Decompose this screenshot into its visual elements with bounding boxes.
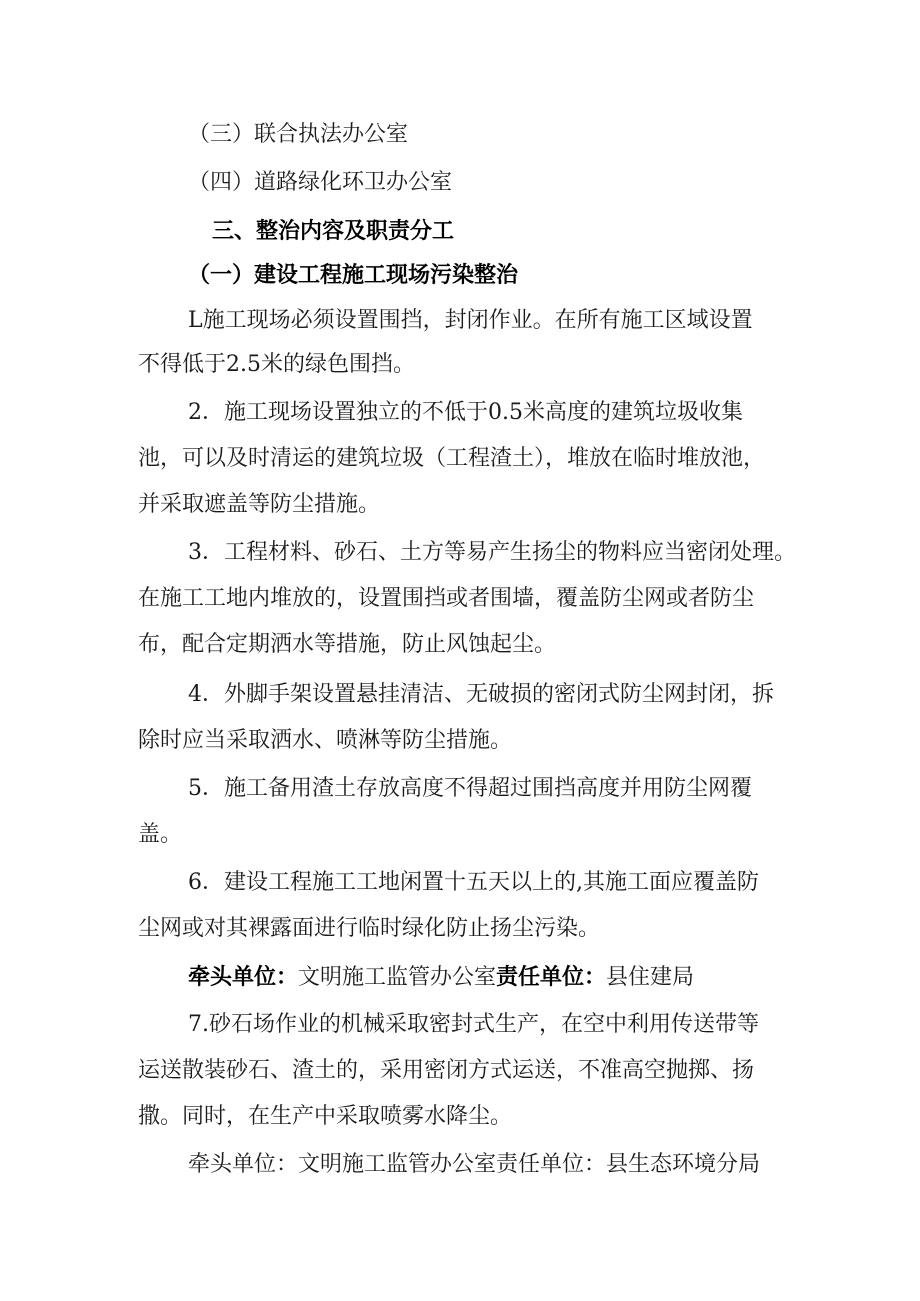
org-item-4: （四）道路绿化环卫办公室 xyxy=(188,170,453,195)
subsection-title: （一）建设工程施工现场污染整治 xyxy=(188,262,519,288)
paragraph-2-line-1: 2．施工现场设置独立的不低于0.5米高度的建筑垃圾收集 xyxy=(188,400,743,425)
paragraph-3-line-3: 布，配合定期洒水等措施，防止风蚀起尘。 xyxy=(138,632,557,657)
paragraph-7-line-2: 运送散装砂石、渣土的，采用密闭方式运送，不准高空抛掷、扬 xyxy=(138,1058,755,1083)
paragraph-1-line-2: 不得低于2.5米的绿色围挡。 xyxy=(138,352,415,377)
paragraph-3-line-2: 在施工工地内堆放的，设置围挡或者围墙，覆盖防尘网或者防尘 xyxy=(138,586,755,611)
paragraph-4-line-1: 4．外脚手架设置悬挂清洁、无破损的密闭式防尘网封闭，拆 xyxy=(188,682,774,707)
paragraph-1-line-1: L施工现场必须设置围挡，封闭作业。在所有施工区域设置 xyxy=(188,308,753,333)
responsibility-line-1 xyxy=(188,962,694,992)
paragraph-3-line-1: 3．工程材料、砂石、土方等易产生扬尘的物料应当密闭处理。 xyxy=(188,540,796,565)
section-title: 三、整治内容及职责分工 xyxy=(212,218,455,244)
paragraph-2-line-3: 并采取遮盖等防尘措施。 xyxy=(138,492,381,517)
paragraph-5-line-2: 盖。 xyxy=(138,822,183,847)
responsible-unit-label: 责任单位： xyxy=(496,964,607,990)
paragraph-5-line-1: 5．施工备用渣土存放高度不得超过围挡高度并用防尘网覆 xyxy=(188,776,752,801)
paragraph-7-line-1: 7.砂石场作业的机械采取密封式生产，在空中利用传送带等 xyxy=(188,1012,759,1037)
responsible-unit-value: 县住建局 xyxy=(606,965,695,990)
paragraph-6-line-1: 6．建设工程施工工地闲置十五天以上的,其施工面应覆盖防 xyxy=(188,870,759,895)
paragraph-4-line-2: 除时应当采取洒水、喷淋等防尘措施。 xyxy=(138,728,513,753)
paragraph-6-line-2: 尘网或对其裸露面进行临时绿化防止扬尘污染。 xyxy=(138,916,601,941)
responsibility-line-2: 牵头单位：文明施工监管办公室责任单位：县生态环境分局 xyxy=(188,1152,761,1177)
paragraph-2-line-2: 池，可以及时清运的建筑垃圾（工程渣土），堆放在临时堆放池， xyxy=(138,446,766,471)
org-item-3: （三）联合执法办公室 xyxy=(188,122,409,147)
lead-unit-label: 牵头单位： xyxy=(188,964,299,990)
lead-unit-value: 文明施工监管办公室 xyxy=(298,965,497,990)
paragraph-7-line-3: 撒。同时，在生产中采取喷雾水降尘。 xyxy=(138,1104,513,1129)
